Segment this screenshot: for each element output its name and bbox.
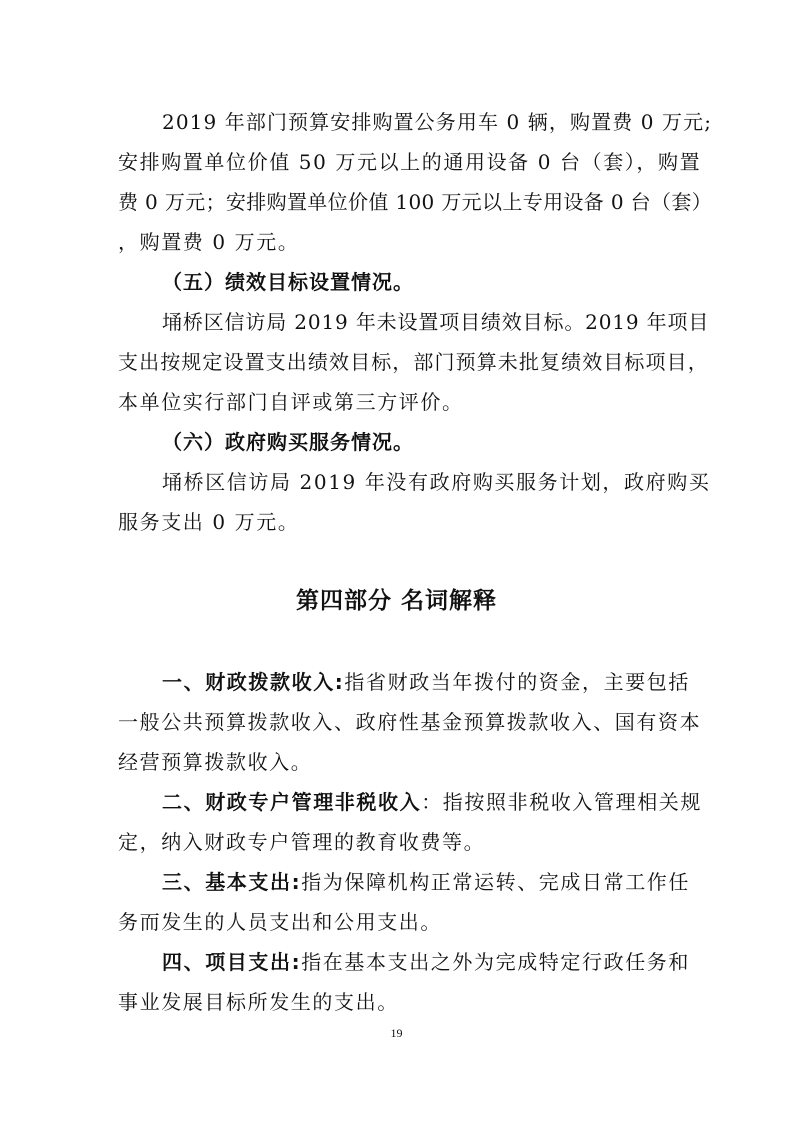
term-definition-line	[162, 868, 690, 896]
paragraph-line: 本单位实行部门自评或第三方评价。	[118, 390, 464, 414]
term-label: 四、项目支出:	[162, 950, 302, 974]
section-heading-performance: （五）绩效目标设置情况。	[162, 270, 414, 294]
term-label: 三、基本支出:	[162, 870, 302, 894]
term-text: ：指按照非税收入管理相关规	[421, 790, 703, 814]
paragraph-line: 务而发生的人员支出和公用支出。	[118, 910, 442, 934]
paragraph-line: 埇桥区信访局 2019 年没有政府购买服务计划，政府购买	[162, 470, 711, 494]
term-definition-line	[162, 668, 690, 696]
term-text: 指省财政当年拨付的资金，主要包括	[344, 670, 691, 694]
term-label: 一、财政拨款收入:	[162, 670, 345, 694]
paragraph-line: 2019 年部门预算安排购置公务用车 0 辆，购置费 0 万元;	[162, 110, 713, 134]
term-label: 二、财政专户管理非税收入	[162, 790, 422, 814]
paragraph-line: 支出按规定设置支出绩效目标，部门预算未批复绩效目标项目，	[118, 350, 709, 374]
paragraph-line: 经营预算拨款收入。	[118, 750, 313, 774]
term-definition-line	[162, 788, 702, 816]
part-title: 第四部分 名词解释	[295, 588, 497, 614]
paragraph-line: 一般公共预算拨款收入、政府性基金预算拨款收入、国有资本	[118, 710, 702, 734]
paragraph-line: 定，纳入财政专户管理的教育收费等。	[118, 830, 486, 854]
paragraph-line: ，购置费 0 万元。	[118, 230, 300, 254]
term-definition-line	[162, 948, 690, 976]
section-heading-services: （六）政府购买服务情况。	[162, 430, 414, 454]
page-number: 19	[390, 1026, 403, 1040]
paragraph-line: 埇桥区信访局 2019 年未设置项目绩效目标。2019 年项目	[162, 310, 710, 334]
paragraph-line: 安排购置单位价值 50 万元以上的通用设备 0 台（套），购置	[118, 150, 702, 174]
term-text: 指为保障机构正常运转、完成日常工作任	[301, 870, 691, 894]
paragraph-line: 费 0 万元；安排购置单位价值 100 万元以上专用设备 0 台（套）	[118, 190, 713, 214]
paragraph-line: 服务支出 0 万元。	[118, 510, 300, 534]
term-text: 指在基本支出之外为完成特定行政任务和	[301, 950, 691, 974]
paragraph-line: 事业发展目标所发生的支出。	[118, 990, 399, 1014]
